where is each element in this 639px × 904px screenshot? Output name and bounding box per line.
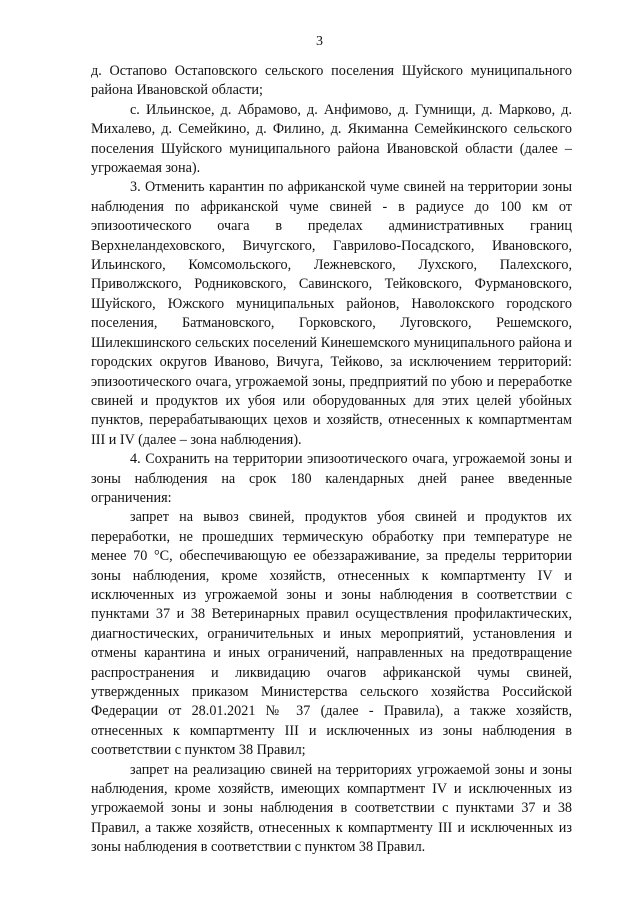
paragraph-sale-ban: запрет на реализацию свиней на территориях угрожаемой зоны и зоны наблюдения, кроме хозяйств, имеющих компартмент IV и исключенных из угрожаемой зоны и зоны наблюдения в соответствии с пунктами 37 и 38 Правил, а также хозяйств, отнесенных к компартменту III и исключенных из зоны наблюдения в соответствии с пунктом 38 Правил. [91, 761, 572, 856]
page-number: 3 [316, 34, 323, 49]
paragraph-ostapovo: д. Остапово Остаповского сельского поселения Шуйского муниципального района Ивановской области; [91, 63, 572, 99]
paragraph-item-4-keep-restrictions: 4. Сохранить на территории эпизоотического очага, угрожаемой зоны и зоны наблюдения на срок 180 календарных дней ранее введенные ограничения: [91, 451, 572, 506]
document-body [91, 62, 572, 858]
paragraph-ilinskoe-settlements: с. Ильинское, д. Абрамово, д. Анфимово, д. Гумнищи, д. Марково, д. Михалево, д. Семейкино, д. Филино, д. Якиманна Семейкинского сельского поселения Шуйского муниципального района Ивановской области (далее – угрожаемая зона). [91, 101, 572, 177]
paragraph-export-ban: запрет на вывоз свиней, продуктов убоя свиней и продуктов их переработки, не прошедших термическую обработку при температуре не менее 70 °С, обеспечивающую ее обеззараживание, за пределы территории зоны наблюдения, кроме хозяйств, отнесенных к компартменту IV и исключенных из угрожаемой зоны и зоны наблюдения в соответствии с пунктами 37 и 38 Ветеринарных правил осуществления профилактических, диагностических, ограничительных и иных мероприятий, установления и отмены карантина и иных ограничений, направленных на предотвращение распространения и ликвидацию очагов африканской чумы свиней, утвержденных приказом Министерства сельского хозяйства Российской Федерации от 28.01.2021 № 37 (далее - Правила), а также хозяйств, отнесенных к компартменту III и исключенных из зоны наблюдения в соответствии с пунктом 38 Правил; [91, 509, 572, 759]
paragraph-item-3-cancel-quarantine: 3. Отменить карантин по африканской чуме свиней на территории зоны наблюдения по африканской чуме свиней - в радиусе до 100 км от эпизоотического очага в пределах административных границ Верхнеландеховского, Вичугского, Гаврилово-Посадского, Ивановского, Ильинского, Комсомольского, Лежневского, Лухского, Палехского, Приволжского, Родниковского, Савинского, Тейковского, Фурмановского, Шуйского, Южского муниципальных районов, Наволокского городского поселения, Батмановского, Горковского, Луговского, Решемского, Шилекшинского сельских поселений Кинешемского муниципального района и городских округов Иваново, Вичуга, Тейково, за исключением территорий: эпизоотического очага, угрожаемой зоны, предприятий по убою и переработке свиней и продуктов их убоя или оборудованных для этих целей убойных пунктов, перерабатывающих цехов и хозяйств, отнесенных к компартментам III и IV (далее – зона наблюдения). [91, 179, 572, 448]
